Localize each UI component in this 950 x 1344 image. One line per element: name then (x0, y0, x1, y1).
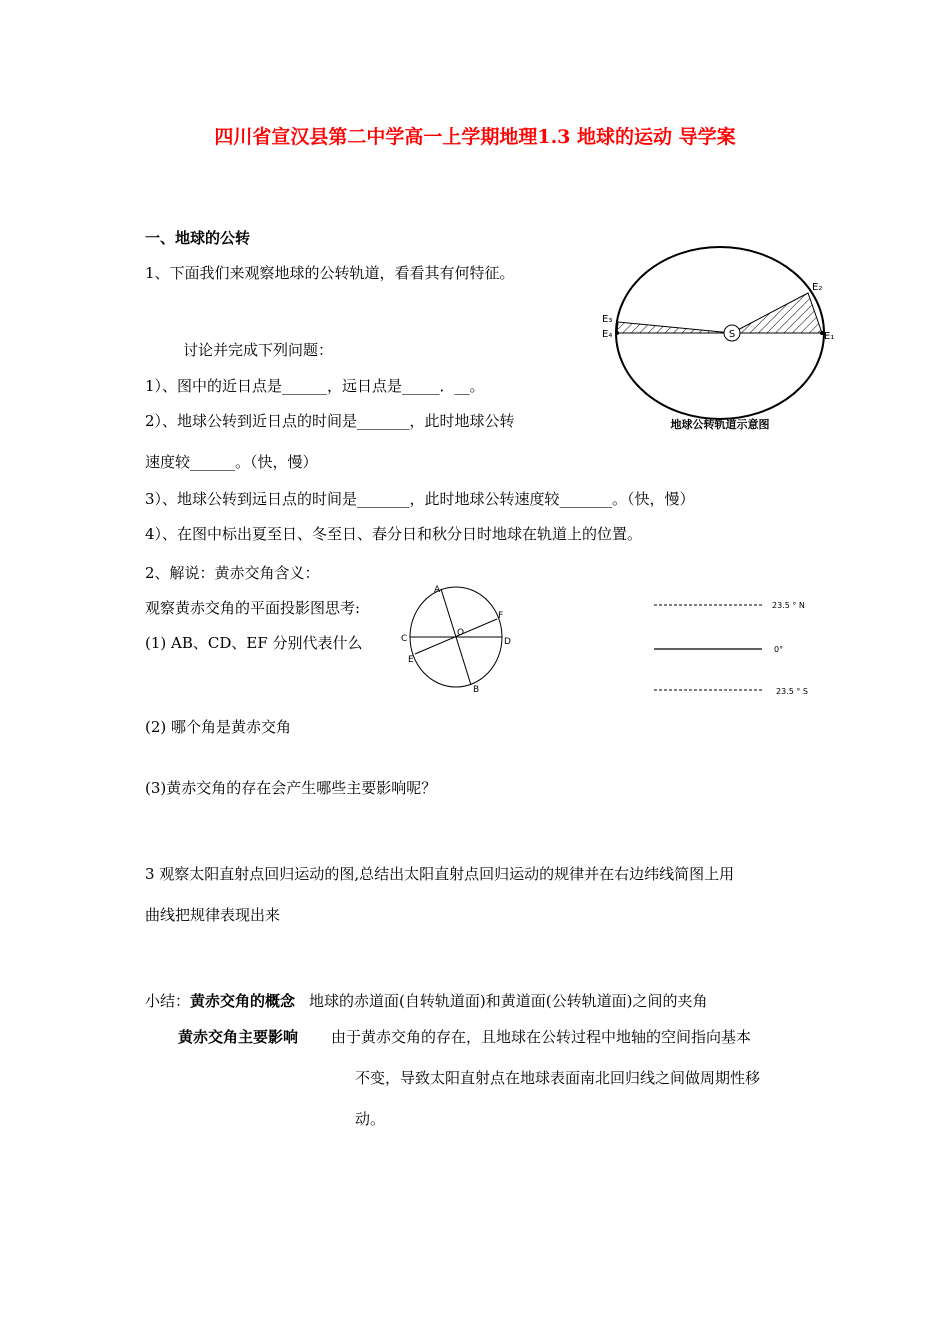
hatched-area-right (732, 293, 822, 333)
equator-label: 0° (774, 645, 784, 654)
question-1: 1、下面我们来观察地球的公转轨道，看看其有何特征。 (145, 264, 515, 282)
question-3a: 3 观察太阳直射点回归运动的图,总结出太阳直射点回归运动的规律并在右边纬线简图上用 (145, 865, 735, 883)
impact-line-1: 由于黄赤交角的存在，且地球在公转过程中地轴的空间指向基本 (331, 1028, 752, 1046)
sub-question-2b: 速度较______。（快，慢） (145, 453, 318, 471)
page-title: 四川省宣汉县第二中学高一上学期地理1.3 地球的运动 导学案 (214, 126, 736, 148)
observe-prompt: 观察黄赤交角的平面投影图思考: (145, 599, 361, 617)
label-o: O (457, 628, 465, 638)
sub-question-1: 1）、图中的近日点是______，远日点是_____．__。 (145, 377, 485, 395)
e3-label: E₃ (602, 314, 613, 325)
label-d: D (504, 637, 511, 647)
label-a: A (434, 585, 441, 595)
summary-prefix: 小结： (145, 992, 191, 1010)
discuss-prompt: 讨论并完成下列问题： (183, 341, 334, 359)
summary-concept-row (145, 991, 707, 1011)
concept-label: 黄赤交角的概念 (190, 992, 296, 1010)
hatched-area-left (617, 322, 732, 333)
point-3: (3)黄赤交角的存在会产生哪些主要影响呢？ (145, 779, 437, 797)
concept-text: 地球的赤道面(自转轨道面)和黄道面(公转轨道面)之间的夹角 (309, 992, 708, 1010)
label-c: C (401, 634, 408, 644)
section1-heading: 一、地球的公转 (145, 229, 251, 247)
e1-label: E₁ (824, 331, 835, 342)
tropic-south-label: 23.5 ° S (776, 687, 808, 696)
label-e: E (408, 655, 414, 665)
point-2: (2) 哪个角是黄赤交角 (145, 718, 292, 736)
question-2: 2、解说：黄赤交角含义： (145, 564, 320, 582)
question-3b: 曲线把规律表现出来 (145, 906, 281, 924)
projection-diagram (398, 582, 516, 698)
point-1: (1) AB、CD、EF 分别代表什么 (145, 634, 363, 652)
sub-question-3: 3）、地球公转到远日点的时间是_______，此时地球公转速度较_______。（快，慢） (145, 490, 695, 508)
sub-question-2a: 2）、地球公转到近日点的时间是_______，此时地球公转 (145, 412, 515, 430)
e2-label: E₂ (812, 282, 823, 293)
orbit-caption: 地球公转轨道示意图 (670, 418, 770, 431)
impact-label: 黄赤交角主要影响 (178, 1028, 299, 1046)
e4-point (615, 331, 619, 335)
tropic-north-label: 23.5 ° N (772, 601, 805, 610)
e4-label: E₄ (602, 329, 613, 340)
sub-question-4: 4）、在图中标出夏至日、冬至日、春分日和秋分日时地球在轨道上的位置。 (145, 525, 643, 543)
impact-line-2: 不变，导致太阳直射点在地球表面南北回归线之间做周期性移 (355, 1069, 761, 1087)
label-f: F (498, 611, 504, 621)
orbit-diagram (590, 238, 850, 438)
label-b: B (473, 685, 480, 695)
latitude-diagram (648, 594, 823, 700)
sun-label: S (728, 329, 736, 340)
impact-line-3: 动。 (355, 1110, 386, 1128)
